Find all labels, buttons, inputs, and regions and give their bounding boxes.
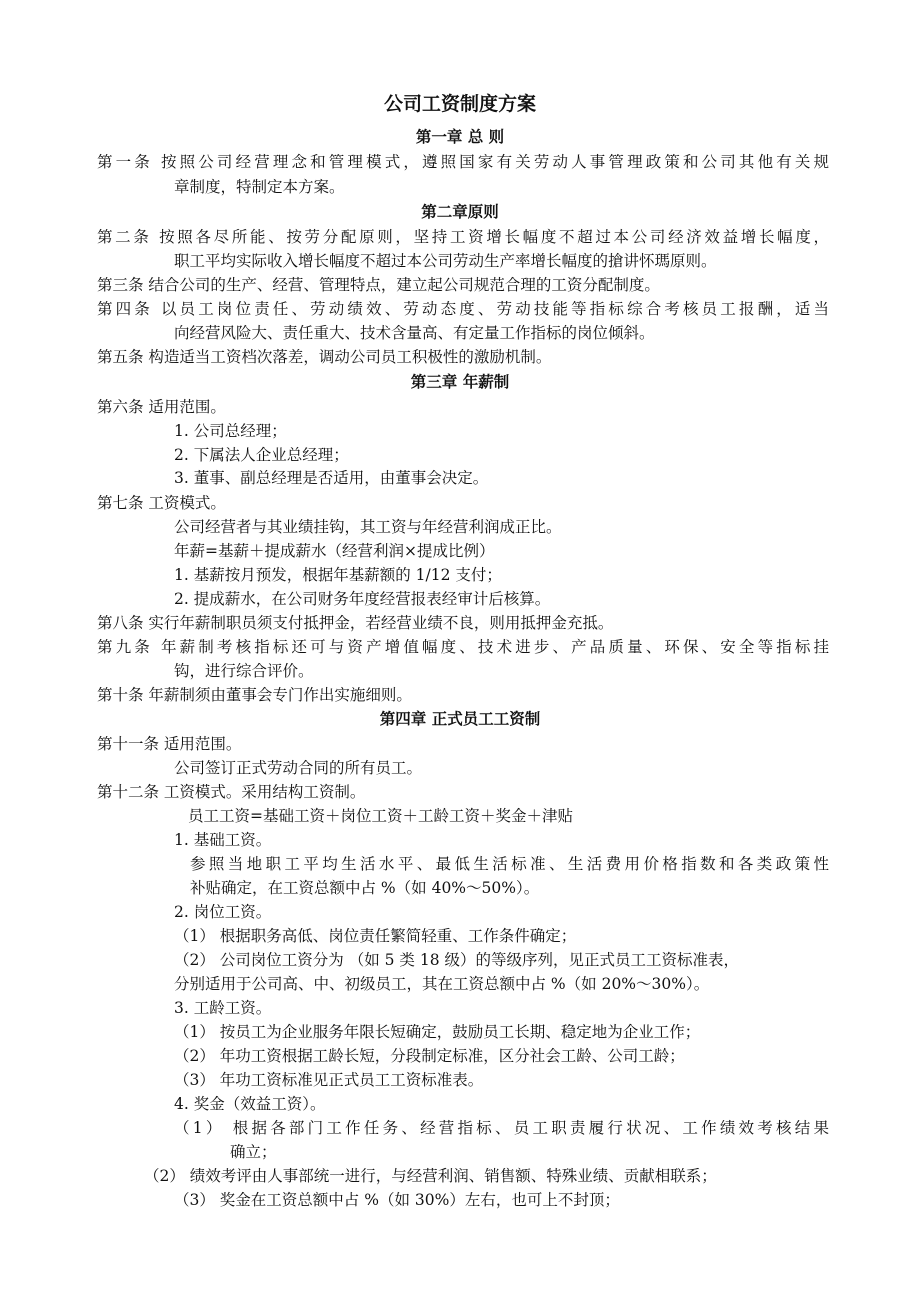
section-4-item-2: （2） 绩效考评由人事部统一进行，与经营利润、销售额、特殊业绩、贡献相联系； — [144, 1167, 717, 1185]
article-6: 第六条 适用范围。 — [97, 398, 226, 416]
section-1-line-1: 参照当地职工平均生活水平、最低生活标准、生活费用价格指数和各类政策性 — [190, 855, 829, 873]
section-4-heading: 4. 奖金（效益工资）。 — [174, 1095, 326, 1113]
article-7-item-2: 2. 提成薪水，在公司财务年度经营报表经审计后核算。 — [174, 590, 551, 608]
article-4-line-2: 向经营风险大、责任重大、技术含量高、有定量工作指标的岗位倾斜。 — [174, 324, 655, 342]
article-7-item-1: 1. 基薪按月预发，根据年基薪额的 1/12 支付； — [174, 566, 502, 584]
section-4-item-3: （3） 奖金在工资总额中占 %（如 30%）左右，也可上不封顶； — [174, 1191, 620, 1209]
section-4-item-1-line-2: 确立； — [230, 1143, 277, 1161]
article-6-item-2: 2. 下属法人企业总经理； — [174, 446, 349, 464]
section-2-item-2-continued: 分别适用于公司高、中、初级员工，其在工资总额中占 %（如 20%～30%）。 — [174, 975, 710, 993]
article-7-paragraph-2: 年薪=基薪＋提成薪水（经营利润×提成比例） — [174, 542, 495, 560]
chapter-1-heading: 第一章 总 则 — [415, 127, 505, 146]
article-1-line-1: 第一条 按照公司经营理念和管理模式，遵照国家有关劳动人事管理政策和公司其他有关规 — [97, 153, 829, 171]
article-6-item-1: 1. 公司总经理； — [174, 422, 287, 440]
article-3: 第三条 结合公司的生产、经营、管理特点，建立起公司规范合理的工资分配制度。 — [97, 276, 660, 294]
section-3-item-1: （1） 按员工为企业服务年限长短确定，鼓励员工长期、稳定地为企业工作； — [174, 1023, 701, 1041]
article-5: 第五条 构造适当工资档次落差，调动公司员工积极性的激励机制。 — [97, 348, 552, 366]
article-12: 第十二条 工资模式。采用结构工资制。 — [97, 783, 366, 801]
article-2-line-2: 职工平均实际收入增长幅度不超过本公司劳动生产率增长幅度的搶讲怀瑪原则。 — [174, 252, 717, 270]
article-10: 第十条 年薪制须由董事会专门作出实施细则。 — [97, 686, 412, 704]
section-2-item-1: （1） 根据职务高低、岗位责任繁简轻重、工作条件确定； — [174, 927, 577, 945]
article-8: 第八条 实行年薪制职员须支付抵押金，若经营业绩不良，则用抵押金充抵。 — [97, 614, 614, 632]
section-1-line-2: 补贴确定，在工资总额中占 %（如 40%～50%）。 — [190, 879, 540, 897]
chapter-4-heading: 第四章 正式员工工资制 — [379, 709, 541, 728]
article-12-formula: 员工工资=基础工资＋岗位工资＋工龄工资＋奖金＋津贴 — [188, 807, 573, 825]
section-3-item-3: （3） 年功工资标准见正式员工工资标准表。 — [174, 1071, 484, 1089]
section-1-heading: 1. 基础工资。 — [174, 831, 272, 849]
article-4-line-1: 第四条 以员工岗位责任、劳动绩效、劳动态度、劳动技能等指标综合考核员工报酬，适当 — [97, 300, 829, 318]
chapter-3-heading: 第三章 年薪制 — [410, 372, 510, 391]
section-2-item-2: （2） 公司岗位工资分为 （如 5 类 18 级）的等级序列，见正式员工工资标准表， — [174, 951, 740, 969]
article-11: 第十一条 适用范围。 — [97, 735, 242, 753]
article-11-paragraph: 公司签订正式劳动合同的所有员工。 — [174, 759, 423, 777]
article-6-item-3: 3. 董事、副总经理是否适用，由董事会决定。 — [174, 469, 489, 487]
article-7-paragraph-1: 公司经营者与其业绩挂钩，其工资与年经营利润成正比。 — [174, 518, 562, 536]
section-4-item-1-line-1: （1） 根据各部门工作任务、经营指标、员工职责履行状况、工作绩效考核结果 — [174, 1119, 829, 1137]
article-7: 第七条 工资模式。 — [97, 494, 226, 512]
article-9-line-1: 第九条 年薪制考核指标还可与资产增值幅度、技术进步、产品质量、环保、安全等指标挂 — [97, 638, 829, 656]
chapter-2-heading: 第二章原则 — [421, 202, 499, 221]
article-1-line-2: 章制度，特制定本方案。 — [174, 178, 345, 196]
article-9-line-2: 钩，进行综合评价。 — [174, 662, 314, 680]
section-3-heading: 3. 工龄工资。 — [174, 999, 272, 1017]
document-title: 公司工资制度方案 — [383, 93, 536, 115]
article-2-line-1: 第二条 按照各尽所能、按劳分配原则，坚持工资增长幅度不超过本公司经济效益增长幅度， — [97, 228, 829, 246]
section-2-heading: 2. 岗位工资。 — [174, 903, 272, 921]
section-3-item-2: （2） 年功工资根据工龄长短，分段制定标准，区分社会工龄、公司工龄； — [174, 1047, 685, 1065]
